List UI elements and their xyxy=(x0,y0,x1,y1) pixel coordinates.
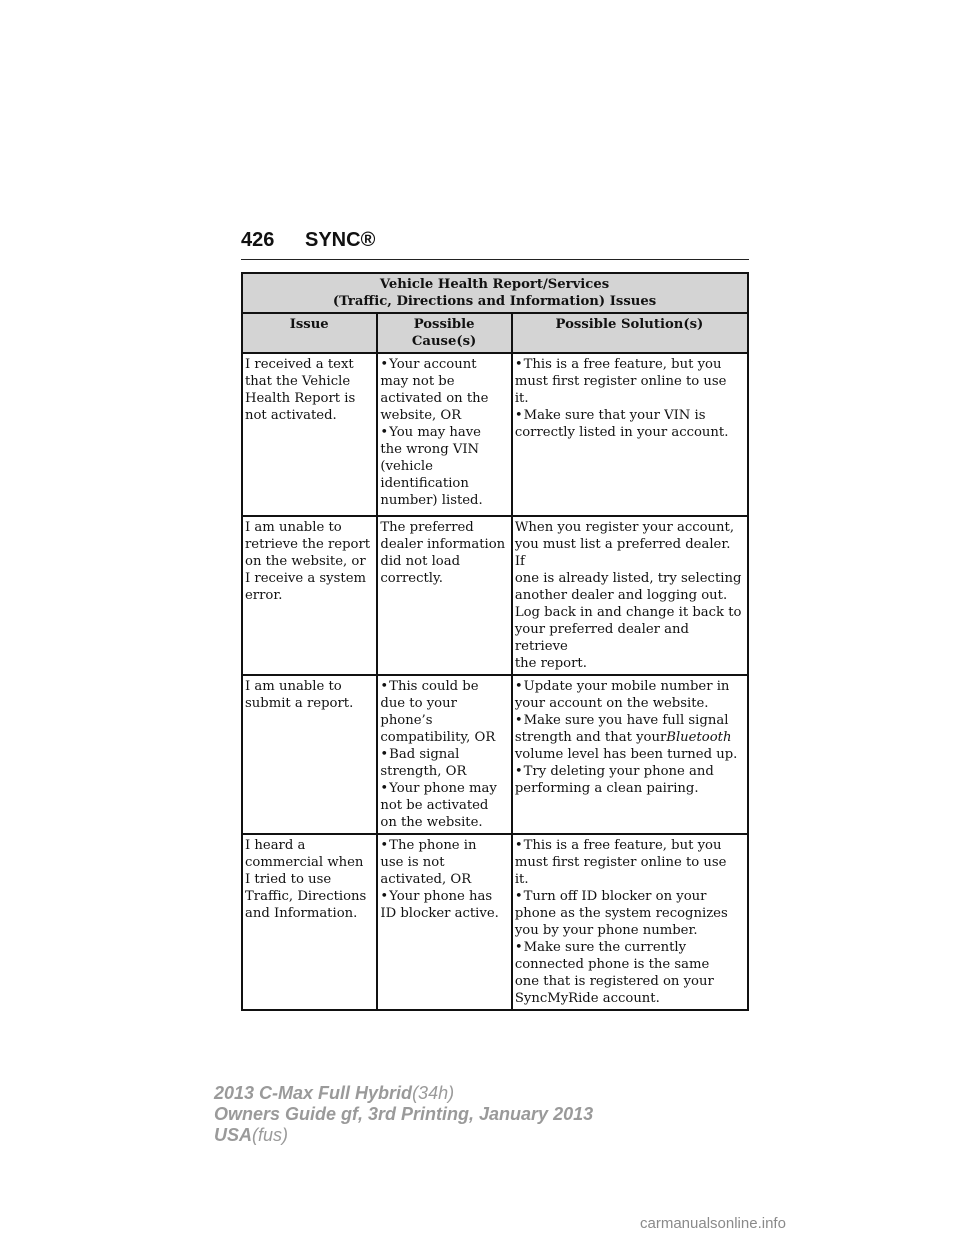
footer-line-3 xyxy=(214,1125,593,1146)
text-line: may not be xyxy=(380,374,455,389)
text-line: on the website, or xyxy=(245,554,366,569)
issue-cell xyxy=(242,675,377,834)
cause-header-line-2: Cause(s) xyxy=(411,334,477,349)
bullet-line: • Make sure that your VIN is xyxy=(515,407,744,424)
text-line: compatibility, OR xyxy=(380,730,496,745)
text-line: correctly. xyxy=(380,571,443,586)
text-line: the wrong VIN xyxy=(380,442,480,457)
text-line: due to your xyxy=(380,696,457,711)
text-line: When you register your account, xyxy=(514,520,735,535)
text-line: SyncMyRide account. xyxy=(514,991,660,1006)
bullet-line: • Your account xyxy=(380,356,507,373)
text-line: identification xyxy=(380,476,469,491)
caption-line-1: Vehicle Health Report/Services xyxy=(379,277,610,292)
footer-model-code: (34h) xyxy=(412,1083,455,1103)
footer-market: USA xyxy=(214,1125,253,1145)
text-line: your account on the website. xyxy=(514,696,709,711)
text-line: The preferred xyxy=(380,520,474,535)
header-rule xyxy=(241,259,749,260)
watermark: carmanualsonline.info xyxy=(640,1215,786,1232)
text-line: phone’s xyxy=(380,713,433,728)
bullet-line: • The phone in xyxy=(380,837,507,854)
cause-cell xyxy=(377,834,511,1010)
text-line: activated, OR xyxy=(380,872,472,887)
footer-line-1 xyxy=(214,1083,593,1104)
text-line: error. xyxy=(245,588,283,603)
text-line: one that is registered on your xyxy=(514,974,714,989)
column-header-solution: Possible Solution(s) xyxy=(512,313,748,353)
text-line: commercial when xyxy=(245,855,364,870)
footer-guide: Owners Guide gf, 3rd Printing, January 2013 xyxy=(214,1104,594,1124)
bullet-line: • Bad signal xyxy=(380,746,507,763)
text-line: dealer information xyxy=(380,537,506,552)
issue-cell xyxy=(242,834,377,1010)
text-line: I received a text xyxy=(245,357,354,372)
text-line: website, OR xyxy=(380,408,462,423)
issue-cell xyxy=(242,516,377,675)
text-line: I heard a xyxy=(245,838,306,853)
text-line: number) listed. xyxy=(380,493,483,508)
table-row xyxy=(242,834,748,1010)
bullet-line: • This could be xyxy=(380,678,507,695)
text-line: submit a report. xyxy=(245,696,354,711)
bullet-line: • You may have xyxy=(380,424,507,441)
text-line: connected phone is the same xyxy=(514,957,710,972)
text-line: and Information. xyxy=(245,906,358,921)
text-line: performing a clean pairing. xyxy=(514,781,699,796)
text-line: I receive a system xyxy=(245,571,367,586)
table-row xyxy=(242,516,748,675)
text-line: strength, OR xyxy=(380,764,467,779)
section-title: SYNC® xyxy=(305,229,376,251)
page-footer xyxy=(214,1083,593,1146)
issues-table xyxy=(241,272,749,1011)
bullet-line: • This is a free feature, but you xyxy=(515,837,744,854)
bullet-line: • Turn off ID blocker on your xyxy=(515,888,744,905)
solution-cell xyxy=(512,834,748,1010)
text-line: you by your phone number. xyxy=(514,923,698,938)
text-line: phone as the system recognizes xyxy=(514,906,728,921)
text-line: (vehicle xyxy=(380,459,433,474)
text-line: one is already listed, try selecting xyxy=(514,571,742,586)
text-line: must first register online to use it. xyxy=(514,855,727,887)
text-line: another dealer and logging out. xyxy=(514,588,728,603)
cause-cell xyxy=(377,516,511,675)
text-line: not activated. xyxy=(245,408,337,423)
text-line: did not load xyxy=(380,554,461,569)
bullet-line: • Your phone has xyxy=(380,888,507,905)
column-header-issue: Issue xyxy=(242,313,377,353)
bullet-line: • This is a free feature, but you xyxy=(515,356,744,373)
column-header-row xyxy=(242,313,748,353)
bullet-line: • Update your mobile number in xyxy=(515,678,744,695)
table-row xyxy=(242,353,748,516)
table-row xyxy=(242,675,748,834)
text-line: I am unable to xyxy=(245,520,342,535)
text-line: use is not xyxy=(380,855,445,870)
text-line: not be activated xyxy=(380,798,489,813)
cause-cell xyxy=(377,675,511,834)
column-header-cause xyxy=(377,313,511,353)
issue-cell xyxy=(242,353,377,516)
text-line: activated on the xyxy=(380,391,489,406)
bullet-line: • Make sure the currently xyxy=(515,939,744,956)
text-line: Traffic, Directions xyxy=(245,889,367,904)
footer-model: 2013 C-Max Full Hybrid xyxy=(214,1083,413,1103)
table-caption-row xyxy=(242,273,748,313)
caption-line-2: (Traffic, Directions and Information) Issues xyxy=(332,294,657,309)
text-line: your preferred dealer and retrieve xyxy=(514,622,689,654)
text-line: the report. xyxy=(514,656,587,671)
text-line: must first register online to use it. xyxy=(514,374,727,406)
text-line xyxy=(515,729,744,746)
text-line: I tried to use xyxy=(245,872,332,887)
text-line: on the website. xyxy=(380,815,483,830)
text-line: correctly listed in your account. xyxy=(514,425,729,440)
text-line: volume level has been turned up. xyxy=(514,747,738,762)
solution-cell xyxy=(512,516,748,675)
page-number: 426 xyxy=(241,229,275,251)
text-line: ID blocker active. xyxy=(380,906,499,921)
text-line: that the Vehicle xyxy=(245,374,351,389)
cause-cell xyxy=(377,353,511,516)
text-line: I am unable to xyxy=(245,679,342,694)
bullet-line: • Your phone may xyxy=(380,780,507,797)
table-caption xyxy=(242,273,748,313)
text-fragment: strength and that your xyxy=(514,730,667,745)
bullet-line: • Make sure you have full signal xyxy=(515,712,744,729)
solution-cell xyxy=(512,675,748,834)
footer-market-code: (fus) xyxy=(252,1125,289,1145)
solution-cell xyxy=(512,353,748,516)
text-line: you must list a preferred dealer. If xyxy=(514,537,731,569)
text-line: Health Report is xyxy=(245,391,356,406)
bluetooth-term: Bluetooth xyxy=(666,730,732,745)
text-line: retrieve the report xyxy=(245,537,371,552)
cause-header-line-1: Possible xyxy=(413,317,475,332)
page-header xyxy=(241,229,749,259)
text-line: Log back in and change it back to xyxy=(514,605,742,620)
bullet-line: • Try deleting your phone and xyxy=(515,763,744,780)
